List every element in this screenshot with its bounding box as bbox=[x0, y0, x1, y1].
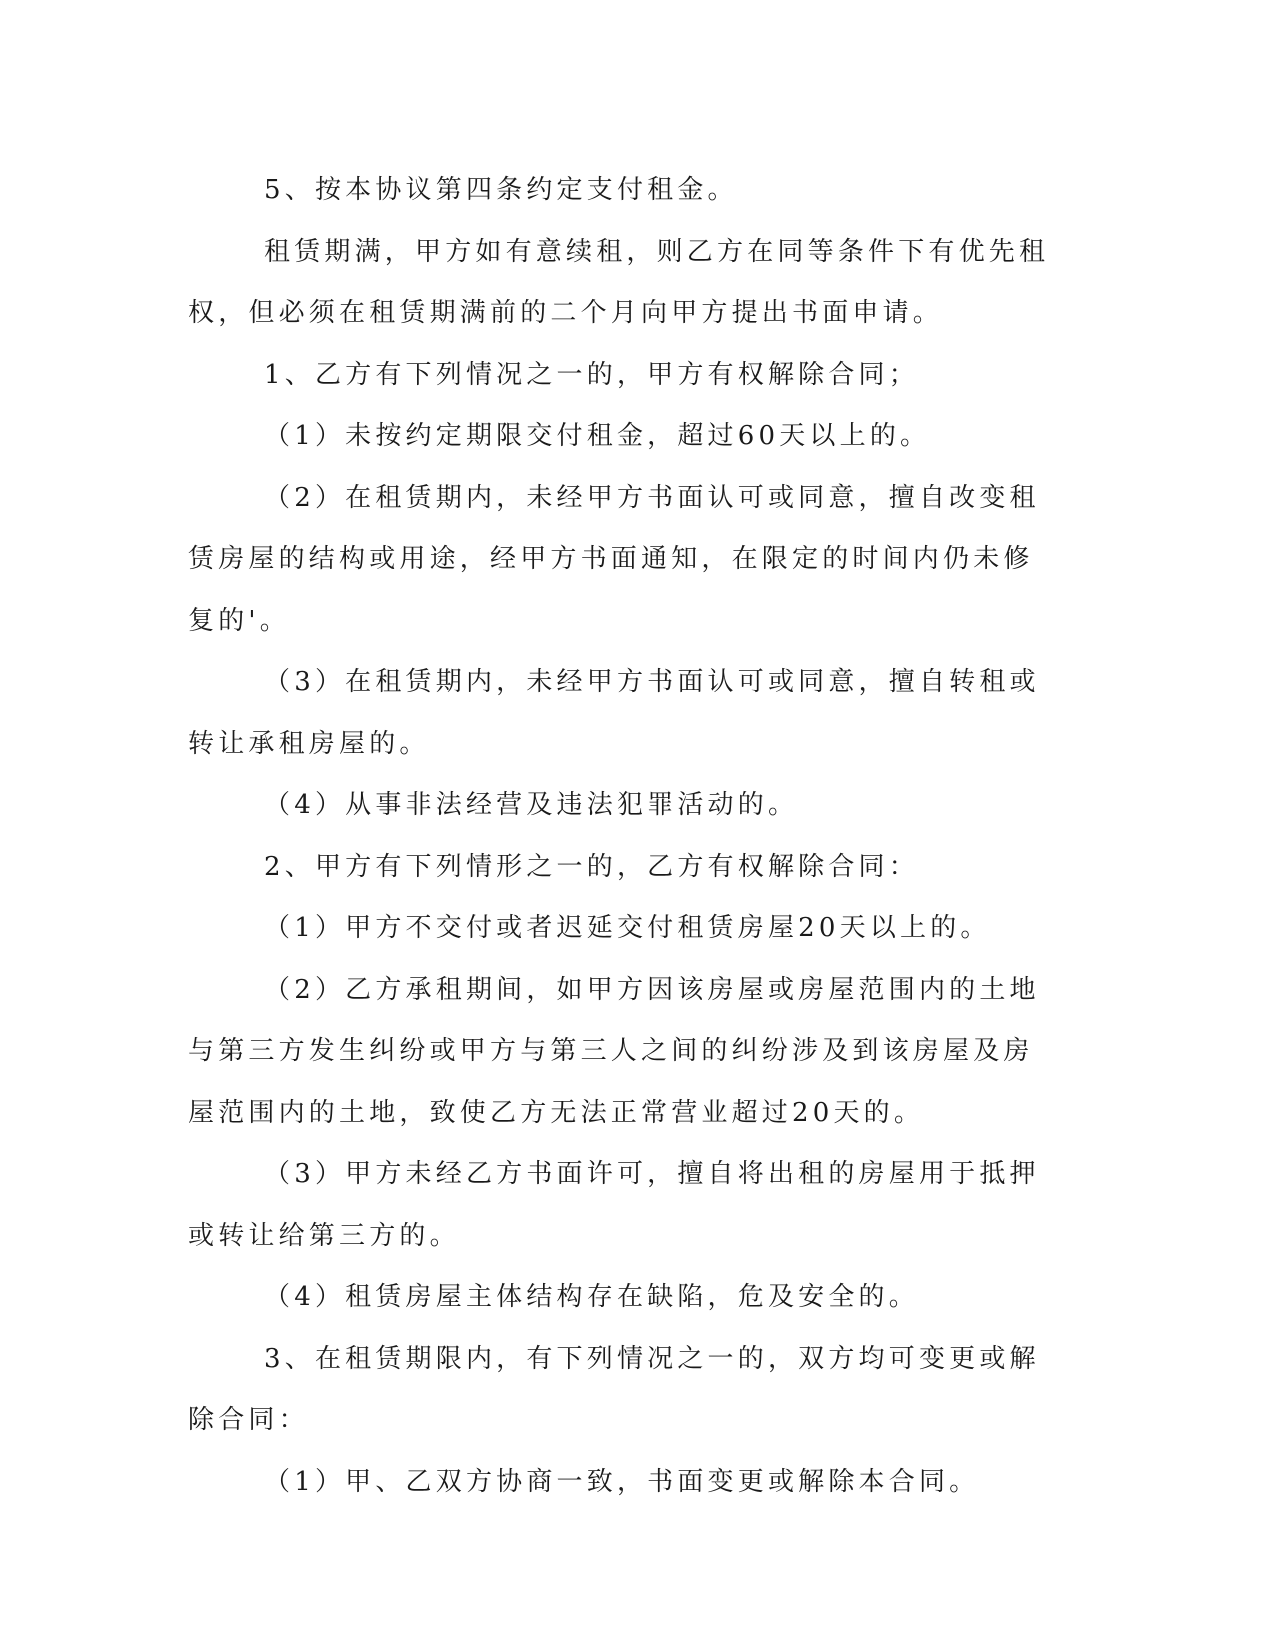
paragraph-item-structure-change: （2）在租赁期内，未经甲方书面认可或同意，擅自改变租赁房屋的结构或用途，经甲方书面通知，在限定的时间内仍未修复的'。 bbox=[188, 482, 1040, 636]
paragraph-item-mortgage: （3）甲方未经乙方书面许可，擅自将出租的房屋用于抵押或转让给第三方的。 bbox=[188, 1159, 1040, 1251]
paragraph-item-structural-defect: （4）租赁房屋主体结构存在缺陷，危及安全的。 bbox=[264, 1282, 919, 1312]
document-body bbox=[188, 160, 1058, 1513]
paragraph-landlord-termination-heading: 1、乙方有下列情况之一的，甲方有权解除合同； bbox=[264, 359, 919, 390]
paragraph-item-sublet: （3）在租赁期内，未经甲方书面认可或同意，擅自转租或转让承租房屋的。 bbox=[188, 667, 1040, 759]
paragraph-pay-rent: 5、按本协议第四条约定支付租金。 bbox=[264, 175, 738, 205]
paragraph-mutual-change-heading: 3、在租赁期限内，有下列情况之一的，双方均可变更或解除合同： bbox=[188, 1343, 1040, 1435]
paragraph-item-mutual-agreement: （1）甲、乙双方协商一致，书面变更或解除本合同。 bbox=[264, 1466, 980, 1497]
paragraph-tenant-termination-heading: 2、甲方有下列情形之一的，乙方有权解除合同： bbox=[264, 851, 919, 882]
paragraph-renewal: 租赁期满，甲方如有意续租，则乙方在同等条件下有优先租权，但必须在租赁期满前的二个月向甲方提出书面申请。 bbox=[188, 236, 1050, 328]
paragraph-item-late-rent: （1）未按约定期限交付租金，超过60天以上的。 bbox=[264, 421, 931, 451]
paragraph-item-dispute: （2）乙方承租期间，如甲方因该房屋或房屋范围内的土地与第三方发生纠纷或甲方与第三人之间的纠纷涉及到该房屋及房屋范围内的土地，致使乙方无法正常营业超过20天的。 bbox=[188, 974, 1040, 1128]
paragraph-item-delay-delivery: （1）甲方不交付或者迟延交付租赁房屋20天以上的。 bbox=[264, 913, 991, 943]
paragraph-item-illegal: （4）从事非法经营及违法犯罪活动的。 bbox=[264, 790, 799, 820]
